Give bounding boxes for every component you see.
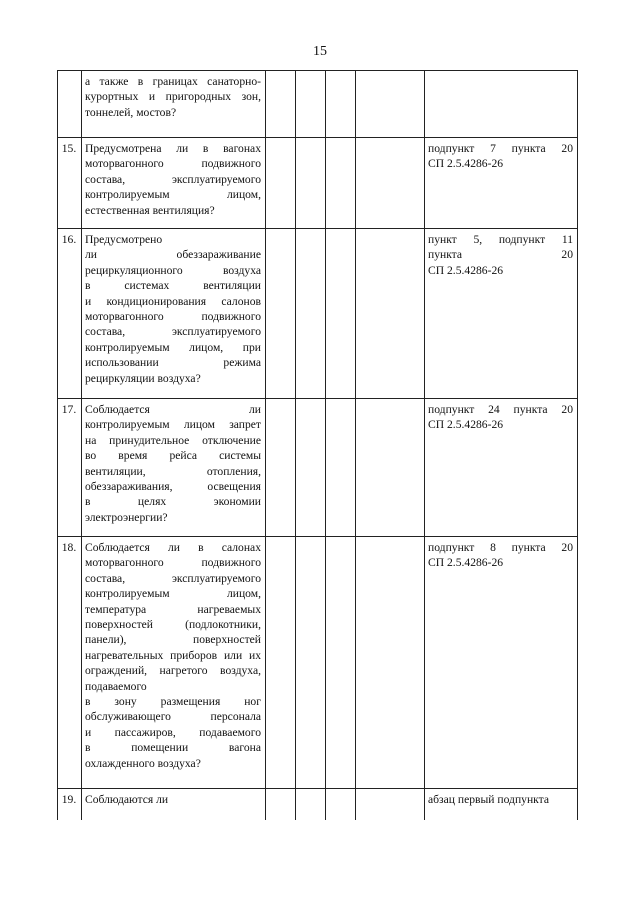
question-line: обеззараживания, освещения xyxy=(85,480,261,494)
question-line: моторвагонного подвижного xyxy=(85,310,261,324)
question-line: в целях экономии xyxy=(85,495,261,509)
answer-yes-cell xyxy=(266,399,296,537)
question-line: использовании режима xyxy=(85,356,261,370)
question-line: контролируемым лицом запрет xyxy=(85,418,261,432)
answer-na-cell xyxy=(326,138,356,229)
answer-no-cell xyxy=(296,71,326,138)
question-line: на принудительное отключение xyxy=(85,433,261,447)
reference-line: пункта 20 xyxy=(428,248,573,262)
question-line: вентиляции, отопления, xyxy=(85,464,261,478)
note-cell xyxy=(356,138,425,229)
question-cell xyxy=(82,789,266,821)
question-line: а также в границах санаторно- xyxy=(85,75,261,88)
question-line: рециркуляционного воздуха xyxy=(85,263,261,277)
reference-line: подпункт 7 пункта 20 xyxy=(428,142,573,155)
answer-yes-cell xyxy=(266,138,296,229)
answer-no-cell xyxy=(296,138,326,229)
checklist-body xyxy=(58,71,578,821)
question-line: панели), поверхностей xyxy=(85,633,261,647)
note-cell xyxy=(356,71,425,138)
note-cell xyxy=(356,789,425,821)
question-line: охлажденного воздуха? xyxy=(85,756,201,770)
question-cell xyxy=(82,537,266,789)
question-line: во время рейса системы xyxy=(85,449,261,463)
row-number: 16. xyxy=(58,229,82,399)
table-row xyxy=(58,71,578,138)
question-line: обслуживающего персонала xyxy=(85,710,261,724)
question-cell xyxy=(82,138,266,229)
question-line: ли обеззараживание xyxy=(85,248,261,262)
answer-no-cell xyxy=(296,537,326,789)
question-line: контролируемым лицом, xyxy=(85,587,261,601)
answer-yes-cell xyxy=(266,789,296,821)
reference-cell xyxy=(425,399,578,537)
question-line: естественная вентиляция? xyxy=(85,203,215,217)
row-number xyxy=(58,71,82,138)
question-line: электроэнергии? xyxy=(85,510,168,524)
checklist-table xyxy=(57,70,578,820)
question-cell xyxy=(82,71,266,138)
question-line: подаваемого xyxy=(85,679,147,693)
question-line: моторвагонного подвижного xyxy=(85,157,261,171)
question-line: ограждений, нагретого воздуха, xyxy=(85,664,261,678)
note-cell xyxy=(356,229,425,399)
row-number: 17. xyxy=(58,399,82,537)
question-line: моторвагонного подвижного xyxy=(85,556,261,570)
note-cell xyxy=(356,537,425,789)
table-row xyxy=(58,399,578,537)
row-number: 19. xyxy=(58,789,82,821)
table-row xyxy=(58,229,578,399)
question-line: нагревательных приборов или их xyxy=(85,648,261,662)
reference-line: СП 2.5.4286-26 xyxy=(428,556,504,570)
question-cell xyxy=(82,399,266,537)
reference-line: СП 2.5.4286-26 xyxy=(428,418,504,432)
question-line: в зону размещения ног xyxy=(85,695,261,709)
table-row xyxy=(58,789,578,821)
question-line: состава, эксплуатируемого xyxy=(85,172,261,186)
row-number: 15. xyxy=(58,138,82,229)
reference-line: пункт 5, подпункт 11 xyxy=(428,233,573,246)
answer-na-cell xyxy=(326,399,356,537)
question-line: тоннелей, мостов? xyxy=(85,105,177,119)
question-line: Соблюдается ли в салонах xyxy=(85,541,261,554)
question-line: состава, эксплуатируемого xyxy=(85,325,261,339)
question-line: Соблюдаются ли xyxy=(85,793,169,806)
row-number: 18. xyxy=(58,537,82,789)
reference-cell xyxy=(425,789,578,821)
table-row xyxy=(58,138,578,229)
answer-no-cell xyxy=(296,789,326,821)
answer-no-cell xyxy=(296,399,326,537)
question-cell xyxy=(82,229,266,399)
question-line: Соблюдается ли xyxy=(85,403,261,416)
question-line: в помещении вагона xyxy=(85,741,261,755)
answer-na-cell xyxy=(326,789,356,821)
reference-line: СП 2.5.4286-26 xyxy=(428,263,504,277)
question-line: и кондиционирования салонов xyxy=(85,294,261,308)
page-number: 15 xyxy=(313,44,327,59)
question-line: температура нагреваемых xyxy=(85,602,261,616)
answer-yes-cell xyxy=(266,229,296,399)
reference-line: абзац первый подпункта xyxy=(428,793,549,806)
answer-yes-cell xyxy=(266,71,296,138)
question-line: Предусмотрена ли в вагонах xyxy=(85,142,261,155)
reference-cell xyxy=(425,71,578,138)
question-line: рециркуляции воздуха? xyxy=(85,371,201,385)
reference-cell xyxy=(425,229,578,399)
question-line: контролируемым лицом, при xyxy=(85,340,261,354)
question-line: Предусмотрено xyxy=(85,233,163,246)
question-line: курортных и пригородных зон, xyxy=(85,90,261,104)
answer-na-cell xyxy=(326,537,356,789)
answer-na-cell xyxy=(326,71,356,138)
question-line: в системах вентиляции xyxy=(85,279,261,293)
answer-no-cell xyxy=(296,229,326,399)
question-line: состава, эксплуатируемого xyxy=(85,571,261,585)
reference-cell xyxy=(425,537,578,789)
question-line: контролируемым лицом, xyxy=(85,188,261,202)
reference-line: подпункт 24 пункта 20 xyxy=(428,403,573,416)
table-row xyxy=(58,537,578,789)
reference-line: СП 2.5.4286-26 xyxy=(428,157,504,171)
question-line: поверхностей (подлокотники, xyxy=(85,618,261,632)
note-cell xyxy=(356,399,425,537)
reference-cell xyxy=(425,138,578,229)
answer-na-cell xyxy=(326,229,356,399)
reference-line: подпункт 8 пункта 20 xyxy=(428,541,573,554)
question-line: и пассажиров, подаваемого xyxy=(85,725,261,739)
answer-yes-cell xyxy=(266,537,296,789)
